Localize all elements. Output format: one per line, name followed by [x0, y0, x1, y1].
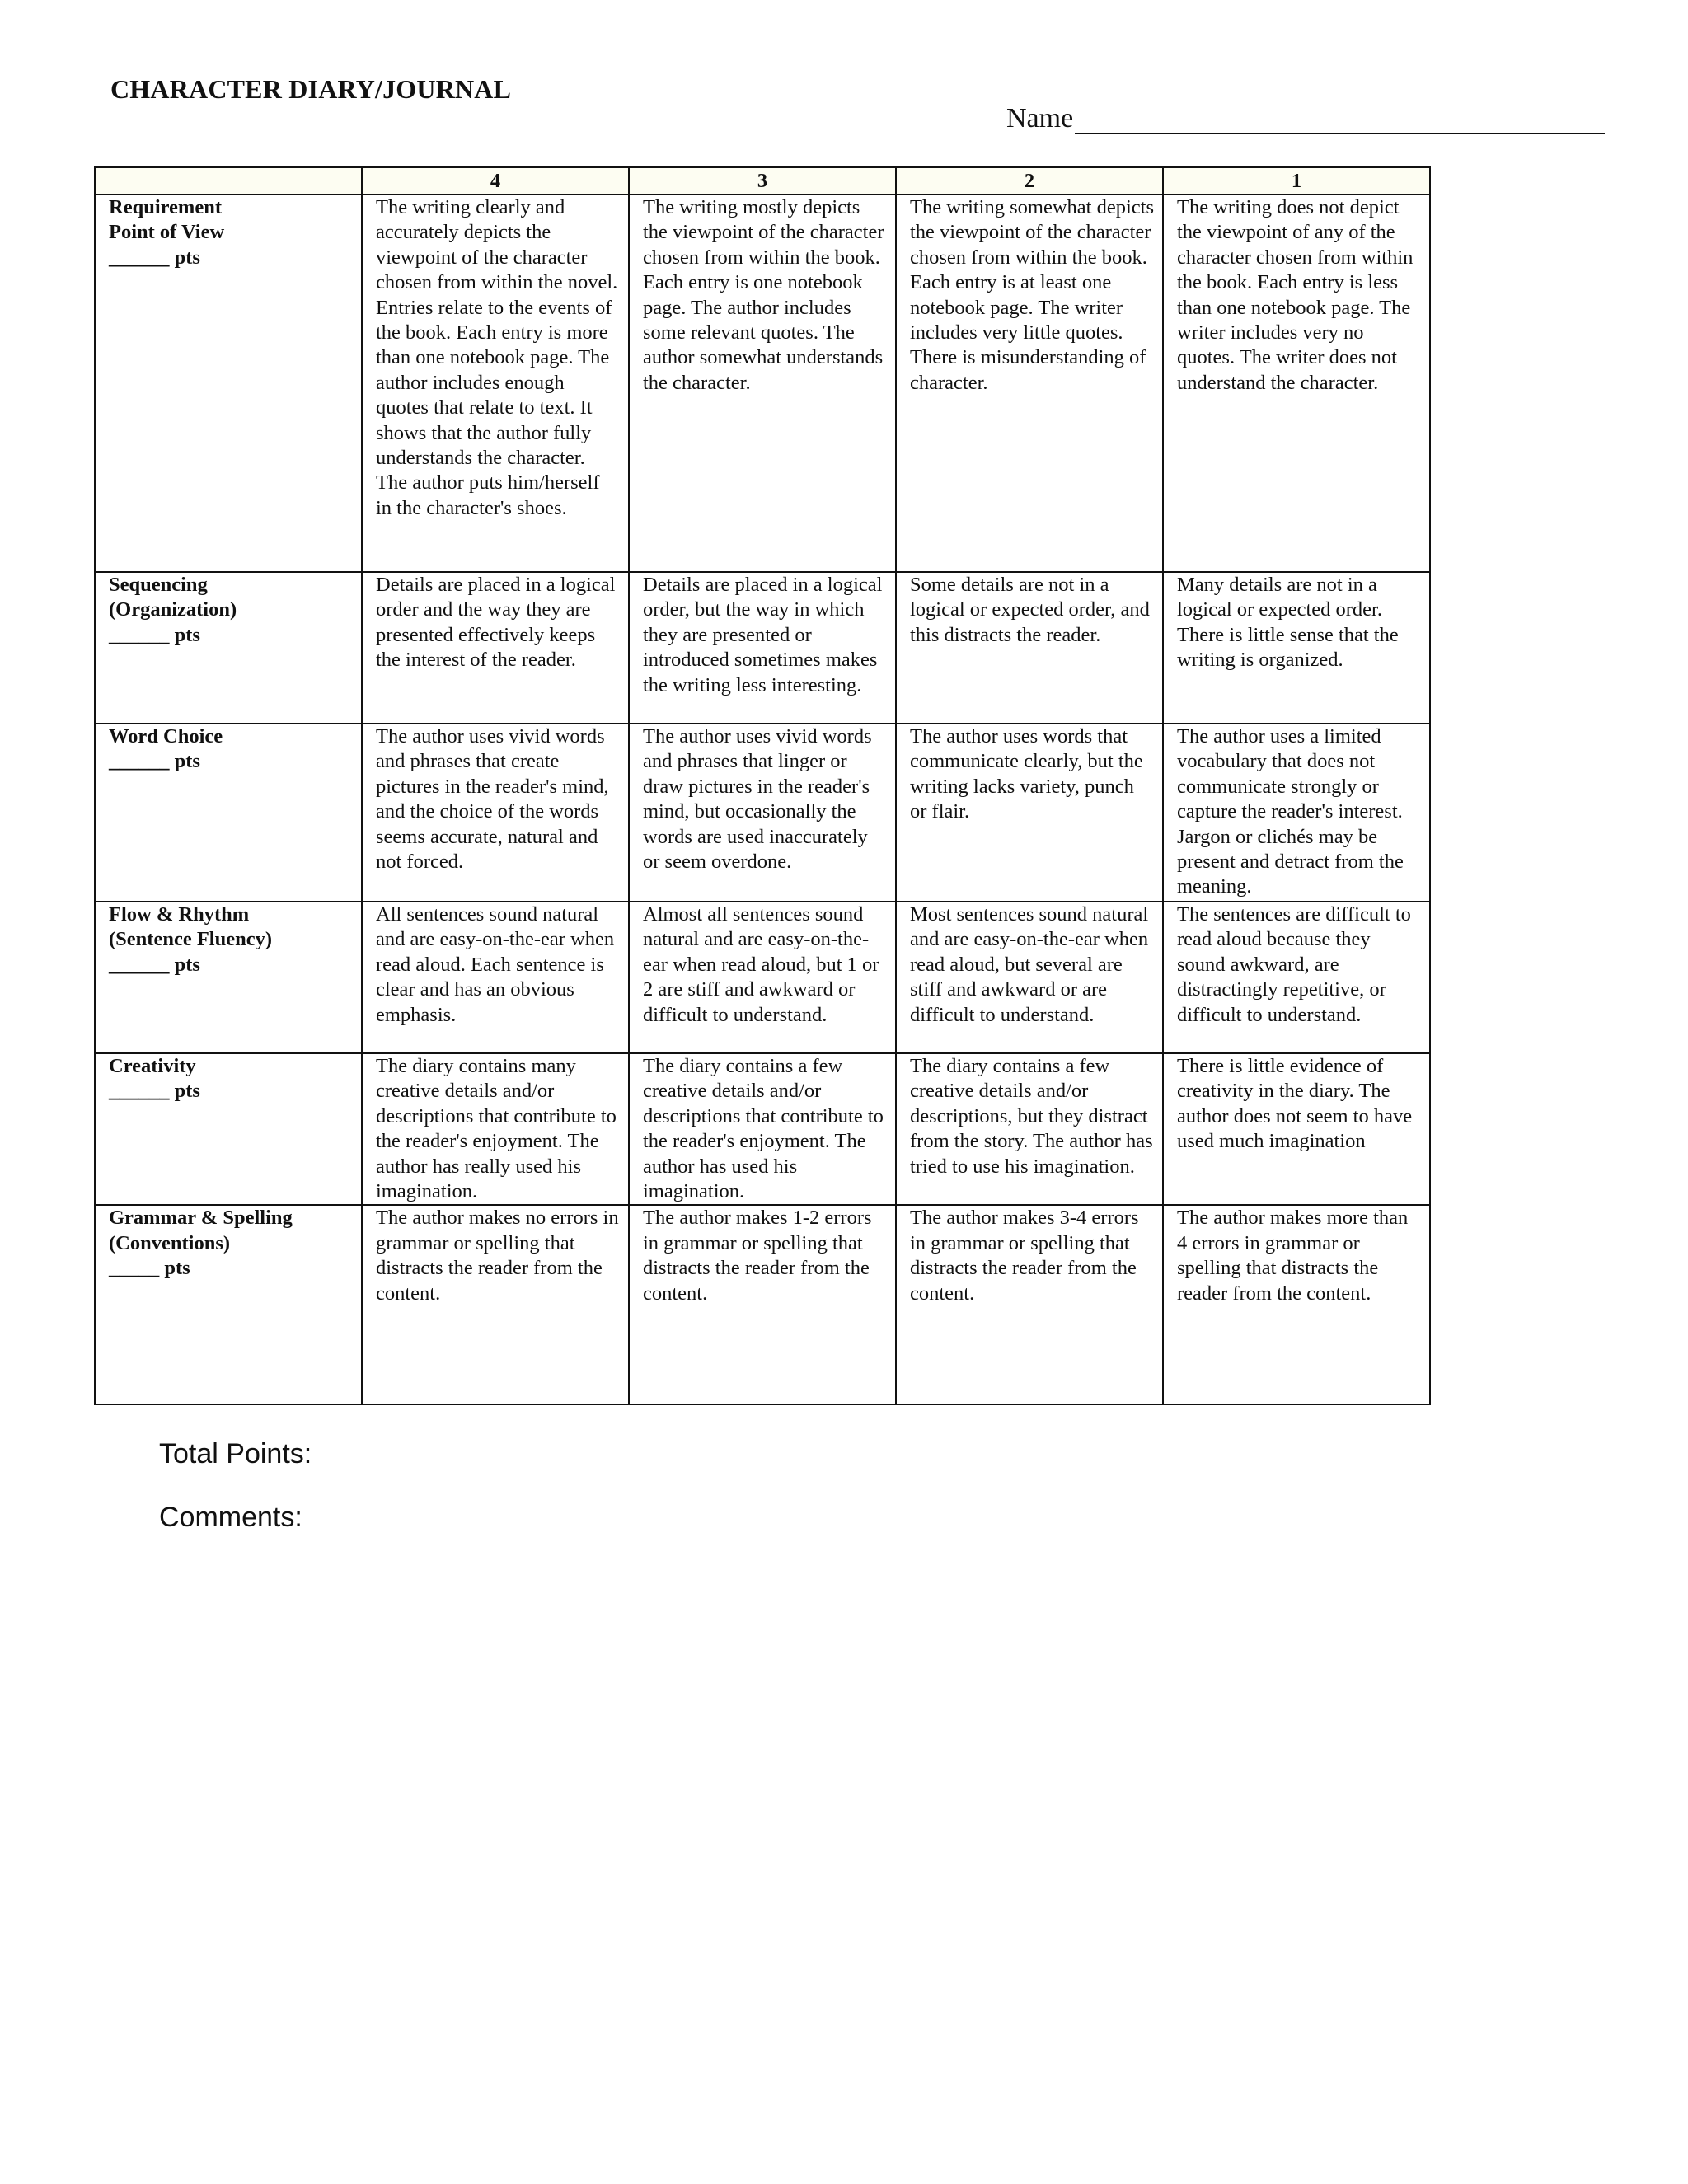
criterion-cell: [95, 724, 362, 902]
level-3-description: The writing mostly depicts the viewpoint of the character chosen from within the book. Each entry is one notebook page. The author includes some relevant quotes. The author somewhat understands the character.: [629, 194, 896, 572]
criterion-points-blank[interactable]: ______ pts: [109, 750, 200, 773]
level-4-description: The diary contains many creative details and/or descriptions that contribute to the reader's enjoyment. The author has really used his imagination.: [362, 1053, 629, 1205]
rubric-row-flow-rhythm: [95, 902, 1430, 1053]
criterion-cell: [95, 1053, 362, 1205]
criterion-cell: [95, 1205, 362, 1404]
comments-label: Comments:: [159, 1502, 302, 1533]
criterion-name: Sequencing (Organization): [109, 574, 237, 621]
header-score-4: 4: [362, 167, 629, 194]
level-2-description: The diary contains a few creative details and/or descriptions, but they distract from the story. The author has tried to use his imagination.: [896, 1053, 1163, 1205]
name-field[interactable]: [1006, 103, 1605, 134]
header-score-3: 3: [629, 167, 896, 194]
level-4-description: The writing clearly and accurately depicts the viewpoint of the character chosen from within the novel. Entries relate to the events of the book. Each entry is more than one notebook page. The author includes enough quotes that relate to text. It shows that the author fully understands the character. The author puts him/herself in the character's shoes.: [362, 194, 629, 572]
level-3-description: The diary contains a few creative details and/or descriptions that contribute to the reader's enjoyment. The author has used his imagination.: [629, 1053, 896, 1205]
rubric-row-sequencing: [95, 572, 1430, 724]
level-2-description: The author makes 3-4 errors in grammar or spelling that distracts the reader from the content.: [896, 1205, 1163, 1404]
level-3-description: The author uses vivid words and phrases that linger or draw pictures in the reader's mind, but occasionally the words are used inaccurately or seem overdone.: [629, 724, 896, 902]
level-2-description: Some details are not in a logical or expected order, and this distracts the reader.: [896, 572, 1163, 724]
criterion-points-blank[interactable]: ______ pts: [109, 953, 200, 976]
criterion-name: Flow & Rhythm (Sentence Fluency): [109, 903, 272, 951]
level-1-description: There is little evidence of creativity in the diary. The author does not seem to have used much imagination: [1163, 1053, 1430, 1205]
rubric-row-word-choice: [95, 724, 1430, 902]
level-4-description: All sentences sound natural and are easy-on-the-ear when read aloud. Each sentence is clear and has an obvious emphasis.: [362, 902, 629, 1053]
header-criterion: [95, 167, 362, 194]
name-blank-line[interactable]: [1075, 108, 1605, 134]
criterion-cell: [95, 194, 362, 572]
criterion-name: Grammar & Spelling (Conventions): [109, 1207, 293, 1254]
level-3-description: Almost all sentences sound natural and are easy-on-the-ear when read aloud, but 1 or 2 are stiff and awkward or difficult to understand.: [629, 902, 896, 1053]
level-1-description: Many details are not in a logical or expected order. There is little sense that the writing is organized.: [1163, 572, 1430, 724]
criterion-name: Creativity: [109, 1055, 196, 1077]
level-1-description: The writing does not depict the viewpoint of any of the character chosen from within the book. Each entry is less than one notebook page. The writer includes very no quotes. The writer does not understand the character.: [1163, 194, 1430, 572]
header-score-2: 2: [896, 167, 1163, 194]
criterion-cell: [95, 572, 362, 724]
criterion-points-blank[interactable]: ______ pts: [109, 623, 200, 646]
rubric-table: [94, 166, 1431, 1405]
level-3-description: The author makes 1-2 errors in grammar or spelling that distracts the reader from the content.: [629, 1205, 896, 1404]
level-4-description: The author makes no errors in grammar or spelling that distracts the reader from the content.: [362, 1205, 629, 1404]
criterion-points-blank[interactable]: _____ pts: [109, 1257, 190, 1280]
header-score-1: 1: [1163, 167, 1430, 194]
level-2-description: The writing somewhat depicts the viewpoint of the character chosen from within the book. Each entry is at least one notebook page. The writer includes very little quotes. There is misunderstanding of character.: [896, 194, 1163, 572]
level-1-description: The author uses a limited vocabulary that does not communicate strongly or capture the reader's interest. Jargon or clichés may be present and detract from the meaning.: [1163, 724, 1430, 902]
total-points-label: Total Points:: [159, 1438, 312, 1469]
level-1-description: The sentences are difficult to read aloud because they sound awkward, are distractingly repetitive, or difficult to understand.: [1163, 902, 1430, 1053]
rubric-header-row: [95, 167, 1430, 194]
rubric-row-creativity: [95, 1053, 1430, 1205]
level-4-description: Details are placed in a logical order and the way they are presented effectively keeps the interest of the reader.: [362, 572, 629, 724]
document-title: CHARACTER DIARY/JOURNAL: [110, 74, 512, 104]
level-2-description: Most sentences sound natural and are easy-on-the-ear when read aloud, but several are stiff and awkward or are difficult to understand.: [896, 902, 1163, 1053]
criterion-name: Word Choice: [109, 725, 223, 748]
level-3-description: Details are placed in a logical order, but the way in which they are presented or introduced sometimes makes the writing less interesting.: [629, 572, 896, 724]
criterion-cell: [95, 902, 362, 1053]
name-label: Name: [1006, 103, 1074, 134]
criterion-points-blank[interactable]: ______ pts: [109, 1080, 200, 1103]
level-2-description: The author uses words that communicate clearly, but the writing lacks variety, punch or flair.: [896, 724, 1163, 902]
rubric-row-grammar-spelling: [95, 1205, 1430, 1404]
rubric-row-point-of-view: [95, 194, 1430, 572]
level-1-description: The author makes more than 4 errors in grammar or spelling that distracts the reader from the content.: [1163, 1205, 1430, 1404]
criterion-points-blank[interactable]: ______ pts: [109, 246, 200, 269]
criterion-name: Requirement Point of View: [109, 196, 225, 244]
level-4-description: The author uses vivid words and phrases that create pictures in the reader's mind, and the choice of the words seems accurate, natural and not forced.: [362, 724, 629, 902]
